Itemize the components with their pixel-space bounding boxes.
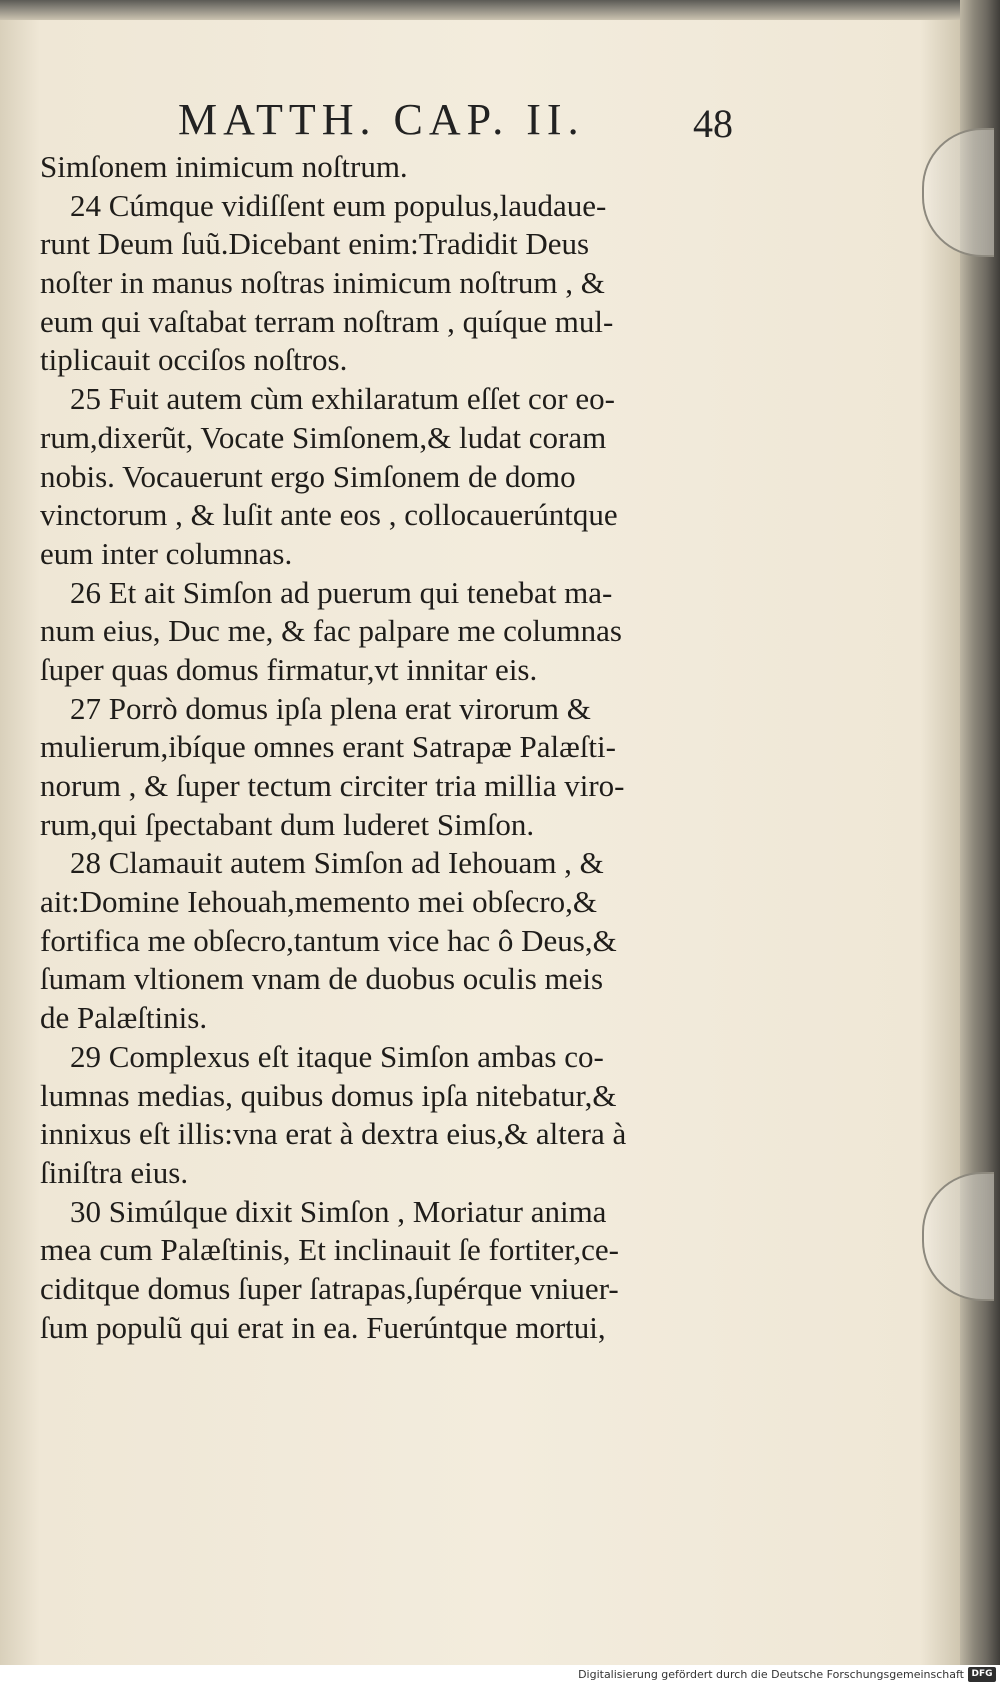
page-clip-upper xyxy=(922,128,994,257)
body-text xyxy=(40,148,740,1347)
text-line: norum , & ſuper tectum circiter tria millia viro- xyxy=(40,768,625,803)
page-header xyxy=(178,90,788,150)
text-line: nobis. Vocauerunt ergo Simſonem de domo xyxy=(40,458,576,494)
running-title: MATTH. CAP. II. xyxy=(178,95,585,144)
text-line: 29 Complexus eſt itaque Simſon ambas co- xyxy=(70,1038,604,1074)
text-line: runt Deum ſuũ.Dicebant enim:Tradidit Deus xyxy=(40,226,590,262)
text-line: vinctorum , & luſit ante eos , collocauerúntque xyxy=(40,497,618,533)
text-line: eum inter columnas. xyxy=(40,535,293,571)
text-line: num eius, Duc me, & fac palpare me columnas xyxy=(40,613,622,649)
page-clip-lower xyxy=(922,1172,994,1301)
text-line: mea cum Palæſtinis, Et inclinauit ſe fortiter,ce- xyxy=(40,1232,619,1268)
text-line: de Palæſtinis. xyxy=(40,1000,208,1036)
text-line: ſuper quas domus firmatur,vt innitar eis. xyxy=(40,651,538,687)
digitization-footer xyxy=(0,1665,1000,1685)
text-line: ciditque domus ſuper ſatrapas,ſupérque vniuer- xyxy=(40,1270,619,1306)
text-line: mulierum,ibíque omnes erant Satrapæ Palæſti- xyxy=(40,729,616,765)
dfg-logo-icon: DFG xyxy=(968,1667,996,1682)
text-line: rum,dixerũt, Vocate Simſonem,& ludat coram xyxy=(40,419,607,455)
text-line: noſter in manus noſtras inimicum noſtrum , & xyxy=(40,265,605,301)
text-line: 30 Simúlque dixit Simſon , Moriatur anima xyxy=(70,1193,607,1229)
text-line: fortifica me obſecro,tantum vice hac ô Deus,& xyxy=(40,922,617,958)
text-line: 28 Clamauit autem Simſon ad Iehouam , & xyxy=(70,845,604,881)
text-line: ſiniſtra eius. xyxy=(40,1154,189,1190)
footer-credit: Digitalisierung gefördert durch die Deutsche Forschungsgemeinschaft xyxy=(578,1668,964,1681)
text-line: tiplicauit occiſos noſtros. xyxy=(40,342,348,378)
text-line: 25 Fuit autem cùm exhilaratum eſſet cor eo- xyxy=(70,381,615,417)
text-line: 24 Cúmque vidiſſent eum populus,laudaue- xyxy=(70,187,607,223)
page-number: 48 xyxy=(693,101,733,146)
text-line: ſumam vltionem vnam de duobus oculis meis xyxy=(40,961,604,997)
text-line: lumnas medias, quibus domus ipſa nitebatur,& xyxy=(40,1077,617,1113)
text-line: rum,qui ſpectabant dum luderet Simſon. xyxy=(40,806,535,842)
text-line: Simſonem inimicum noſtrum. xyxy=(40,149,408,184)
book-top-edge xyxy=(0,0,1000,20)
text-line: ait:Domine Iehouah,memento mei obſecro,& xyxy=(40,884,597,920)
text-line: innixus eſt illis:vna erat à dextra eius,& altera à xyxy=(40,1116,627,1152)
text-line: 26 Et ait Simſon ad puerum qui tenebat ma- xyxy=(70,574,613,610)
text-line: 27 Porrò domus ipſa plena erat virorum & xyxy=(70,690,591,726)
text-line: ſum populũ qui erat in ea. Fuerúntque mortui, xyxy=(40,1309,606,1345)
text-line: eum qui vaſtabat terram noſtram , quíque mul- xyxy=(40,303,614,339)
